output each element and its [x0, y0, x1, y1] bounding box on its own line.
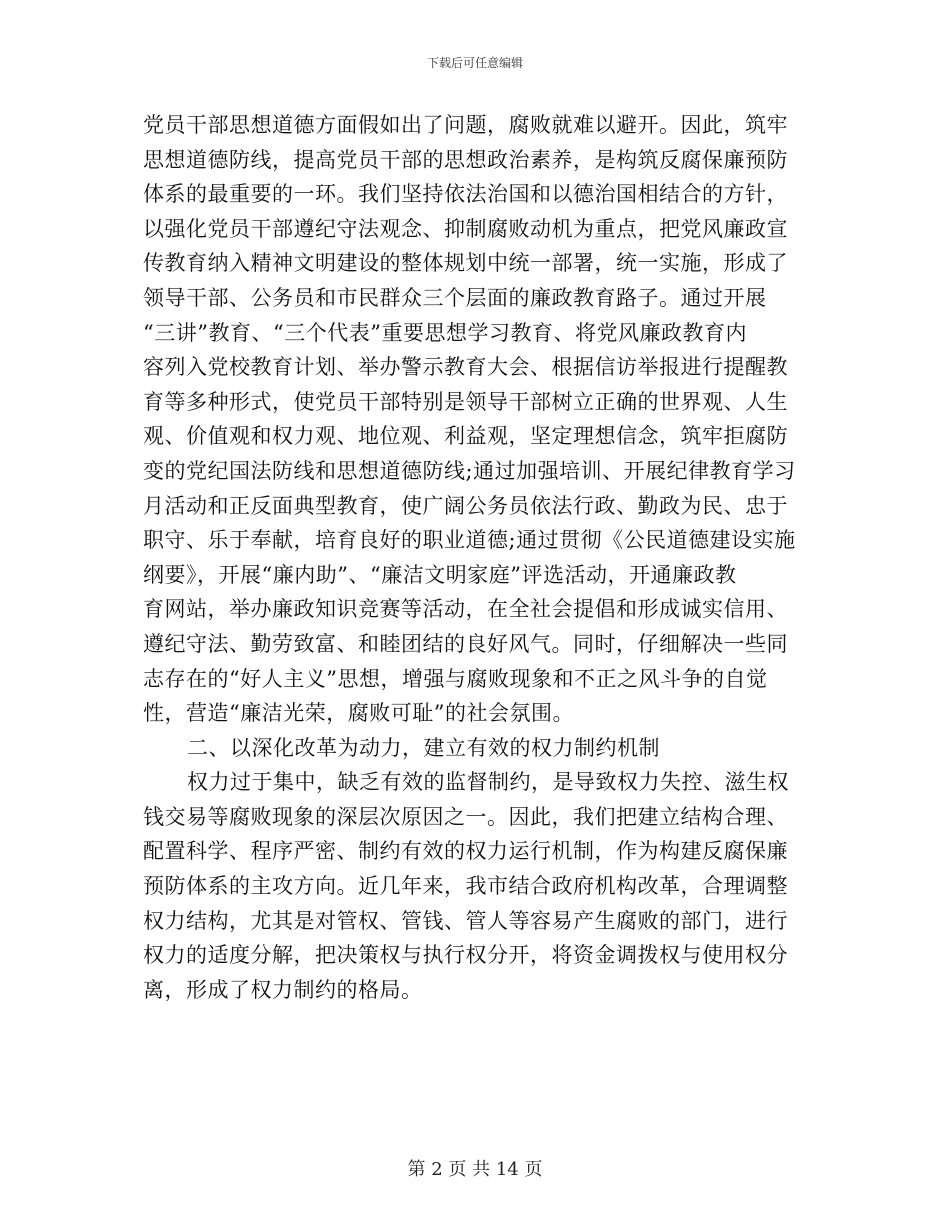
text-line: 思想道德防线，提高党员干部的思想政治素养，是构筑反腐保廉预防: [143, 147, 788, 172]
text-line: 体系的最重要的一环。我们坚持依法治国和以德治国相结合的方针，: [143, 182, 788, 207]
text-line: 钱交易等腐败现象的深层次原因之一。因此，我们把建立结构合理、: [143, 804, 788, 829]
text-line: 职守、乐于奉献，培育良好的职业道德;通过贯彻《公民道德建设实施: [143, 528, 796, 553]
text-line: 传教育纳入精神文明建设的整体规划中统一部署，统一实施，形成了: [143, 251, 788, 276]
text-line: 变的党纪国法防线和思想道德防线;通过加强培训、开展纪律教育学习: [143, 458, 796, 483]
text-line: 党员干部思想道德方面假如出了问题，腐败就难以避开。因此，筑牢: [143, 113, 788, 137]
page-header: 下载后可任意编辑: [426, 56, 523, 70]
section-heading: 二、以深化改革为动力，建立有效的权力制约机制: [187, 735, 660, 760]
text-line: 育网站，举办廉政知识竞赛等活动，在全社会提倡和形成诚实信用、: [143, 597, 788, 622]
document-body: [143, 108, 811, 1007]
text-line: 容列入党校教育计划、举办警示教育大会、根据信访举报进行提醒教: [143, 355, 788, 380]
text-line: 权力结构，尤其是对管权、管钱、管人等容易产生腐败的部门，进行: [143, 908, 788, 933]
text-line: 权力的适度分解，把决策权与执行权分开，将资金调拨权与使用权分: [143, 943, 788, 968]
text-line: 权力过于集中，缺乏有效的监督制约，是导致权力失控、滋生权: [187, 770, 789, 795]
text-line: 以强化党员干部遵纪守法观念、抑制腐败动机为重点，把党风廉政宣: [143, 216, 788, 241]
text-line: “三讲”教育、“三个代表”重要思想学习教育、将党风廉政教育内: [143, 320, 747, 345]
page-footer: 第 2 页 共 14 页: [407, 1159, 543, 1180]
text-line: 性，营造“廉洁光荣，腐败可耻”的社会氛围。: [143, 701, 574, 726]
text-line: 领导干部、公务员和市民群众三个层面的廉政教育路子。通过开展: [143, 285, 767, 310]
text-line: 遵纪守法、勤劳致富、和睦团结的良好风气。同时，仔细解决一些同: [143, 631, 788, 656]
text-line: 离，形成了权力制约的格局。: [143, 977, 423, 1002]
text-line: 育等多种形式，使党员干部特别是领导干部树立正确的世界观、人生: [143, 389, 788, 414]
text-line: 预防体系的主攻方向。近几年来，我市结合政府机构改革，合理调整: [143, 874, 788, 899]
text-line: 纲要》，开展“廉内助”、“廉洁文明家庭”评选活动，开通廉政教: [143, 562, 737, 587]
text-line: 配置科学、程序严密、制约有效的权力运行机制，作为构建反腐保廉: [143, 839, 788, 864]
text-line: 志存在的“好人主义”思想，增强与腐败现象和不正之风斗争的自觉: [143, 666, 768, 691]
text-line: 月活动和正反面典型教育，使广阔公务员依法行政、勤政为民、忠于: [143, 493, 788, 518]
text-line: 观、价值观和权力观、地位观、利益观，坚定理想信念，筑牢拒腐防: [143, 424, 788, 449]
